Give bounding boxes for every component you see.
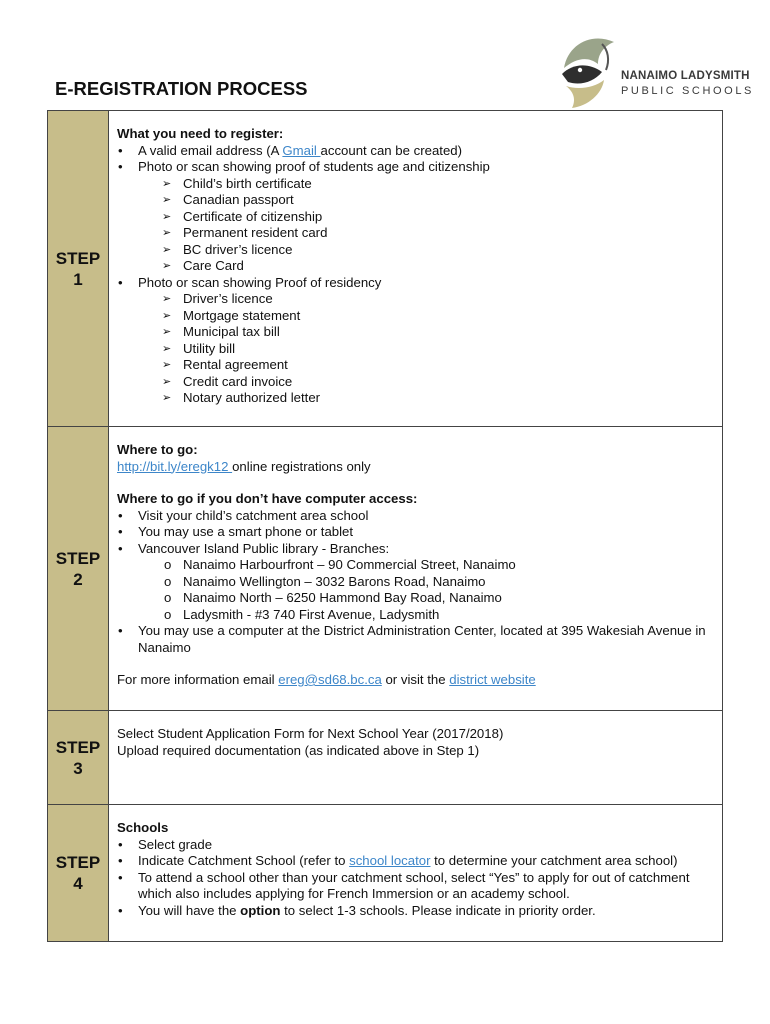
catchment-post: to determine your catchment area school) bbox=[430, 853, 678, 868]
step-3-content bbox=[109, 711, 723, 805]
step-1-content bbox=[109, 111, 723, 427]
proof-heading: Photo or scan showing proof of students age and citizenship bbox=[138, 159, 490, 174]
list-item: • You may use a computer at the District Administration Center, located at 395 Wakesiah Avenue in Nanaimo bbox=[117, 623, 716, 656]
list-item: ➢ Mortgage statement bbox=[162, 308, 716, 325]
step-2-number: 2 bbox=[73, 569, 83, 589]
step-4-content bbox=[109, 805, 723, 942]
list-item: ➢ BC driver’s licence bbox=[162, 242, 716, 259]
step-2-list bbox=[117, 508, 716, 657]
step-1-heading: What you need to register: bbox=[117, 126, 284, 141]
list-item bbox=[117, 143, 716, 160]
list-item bbox=[117, 903, 716, 920]
step-4-row bbox=[48, 805, 723, 942]
list-item: ➢ Notary authorized letter bbox=[162, 390, 716, 407]
list-item bbox=[117, 275, 716, 407]
step-4-number: 4 bbox=[73, 874, 83, 893]
email-link[interactable]: ereg@sd68.bc.ca bbox=[278, 672, 382, 687]
list-item: • Select grade bbox=[117, 837, 716, 854]
salmon-logo-icon bbox=[558, 30, 622, 112]
option-pre: You will have the bbox=[138, 902, 241, 918]
list-item: o Ladysmith - #3 740 First Avenue, Ladysmith bbox=[162, 607, 716, 624]
option-bold: option bbox=[240, 902, 281, 918]
step-3-label bbox=[48, 711, 109, 805]
where-line bbox=[117, 459, 716, 476]
step-2-label bbox=[48, 427, 109, 711]
step-3-row bbox=[48, 711, 723, 805]
option-post: to select 1-3 schools. Please indicate in priority order. bbox=[280, 902, 596, 918]
logo-line-1: NANAIMO LADYSMITH bbox=[621, 70, 750, 82]
step-2-row bbox=[48, 427, 723, 711]
where-text: online registrations only bbox=[232, 458, 371, 474]
no-computer-heading: Where to go if you don’t have computer access: bbox=[117, 491, 418, 506]
residency-sublist bbox=[162, 291, 716, 407]
step-1-row bbox=[48, 111, 723, 427]
email-item-post: account can be created) bbox=[320, 142, 463, 158]
catchment-pre: Indicate Catchment School (refer to bbox=[138, 853, 350, 868]
info-mid: or visit the bbox=[381, 672, 450, 687]
step-4-label bbox=[48, 805, 109, 942]
list-item: ➢ Municipal tax bill bbox=[162, 324, 716, 341]
email-item-pre: A valid email address (A bbox=[138, 142, 283, 158]
step-3-number: 3 bbox=[73, 758, 83, 778]
step-1-label bbox=[48, 111, 109, 427]
list-item: • Visit your child’s catchment area school bbox=[117, 508, 716, 525]
list-item: • To attend a school other than your catchment school, select “Yes” to apply for out of catchment which also includes applying for French Immersion or an academy school. bbox=[117, 870, 716, 903]
list-item: ➢ Utility bill bbox=[162, 341, 716, 358]
list-item bbox=[117, 853, 716, 870]
list-item: o Nanaimo Wellington – 3032 Barons Road, Nanaimo bbox=[162, 574, 716, 591]
page-title: E-REGISTRATION PROCESS bbox=[55, 78, 308, 99]
list-item: ➢ Care Card bbox=[162, 258, 716, 275]
step-4-word: STEP bbox=[55, 853, 101, 872]
registration-link[interactable]: http://bit.ly/eregk12 bbox=[117, 458, 233, 474]
logo-line-2: PUBLIC SCHOOLS bbox=[621, 85, 754, 97]
step-3-line-2: Upload required documentation (as indicated above in Step 1) bbox=[117, 742, 480, 758]
list-item: o Nanaimo North – 6250 Hammond Bay Road, Nanaimo bbox=[162, 590, 716, 607]
step-3-word: STEP bbox=[55, 737, 101, 757]
list-item: o Nanaimo Harbourfront – 90 Commercial Street, Nanaimo bbox=[162, 557, 716, 574]
step-1-list bbox=[117, 143, 716, 407]
list-item bbox=[117, 159, 716, 275]
list-item: ➢ Certificate of citizenship bbox=[162, 209, 716, 226]
list-item: ➢ Child’s birth certificate bbox=[162, 176, 716, 193]
list-item: ➢ Driver’s licence bbox=[162, 291, 716, 308]
step-2-content bbox=[109, 427, 723, 711]
district-logo bbox=[558, 30, 754, 112]
more-info-line bbox=[117, 672, 716, 689]
schools-heading: Schools bbox=[117, 820, 169, 835]
step-3-line-1: Select Student Application Form for Next School Year (2017/2018) bbox=[117, 726, 504, 741]
district-website-link[interactable]: district website bbox=[449, 672, 536, 687]
step-1-word: STEP bbox=[55, 248, 101, 268]
list-item bbox=[117, 541, 716, 624]
list-item: ➢ Credit card invoice bbox=[162, 374, 716, 391]
list-item: ➢ Canadian passport bbox=[162, 192, 716, 209]
list-item: ➢ Rental agreement bbox=[162, 357, 716, 374]
school-locator-link[interactable]: school locator bbox=[349, 853, 431, 868]
library-heading: Vancouver Island Public library - Branches: bbox=[138, 540, 390, 556]
list-item: • You may use a smart phone or tablet bbox=[117, 524, 716, 541]
step-4-list bbox=[117, 837, 716, 920]
step-2-word: STEP bbox=[55, 548, 101, 568]
where-heading: Where to go: bbox=[117, 442, 198, 457]
proof-sublist bbox=[162, 176, 716, 275]
list-item: ➢ Permanent resident card bbox=[162, 225, 716, 242]
gmail-link[interactable]: Gmail bbox=[282, 142, 321, 158]
step-1-number: 1 bbox=[73, 269, 83, 289]
info-pre: For more information email bbox=[117, 672, 279, 687]
residency-heading: Photo or scan showing Proof of residency bbox=[138, 274, 382, 290]
registration-steps-table bbox=[47, 110, 723, 942]
branches-list bbox=[162, 557, 716, 623]
